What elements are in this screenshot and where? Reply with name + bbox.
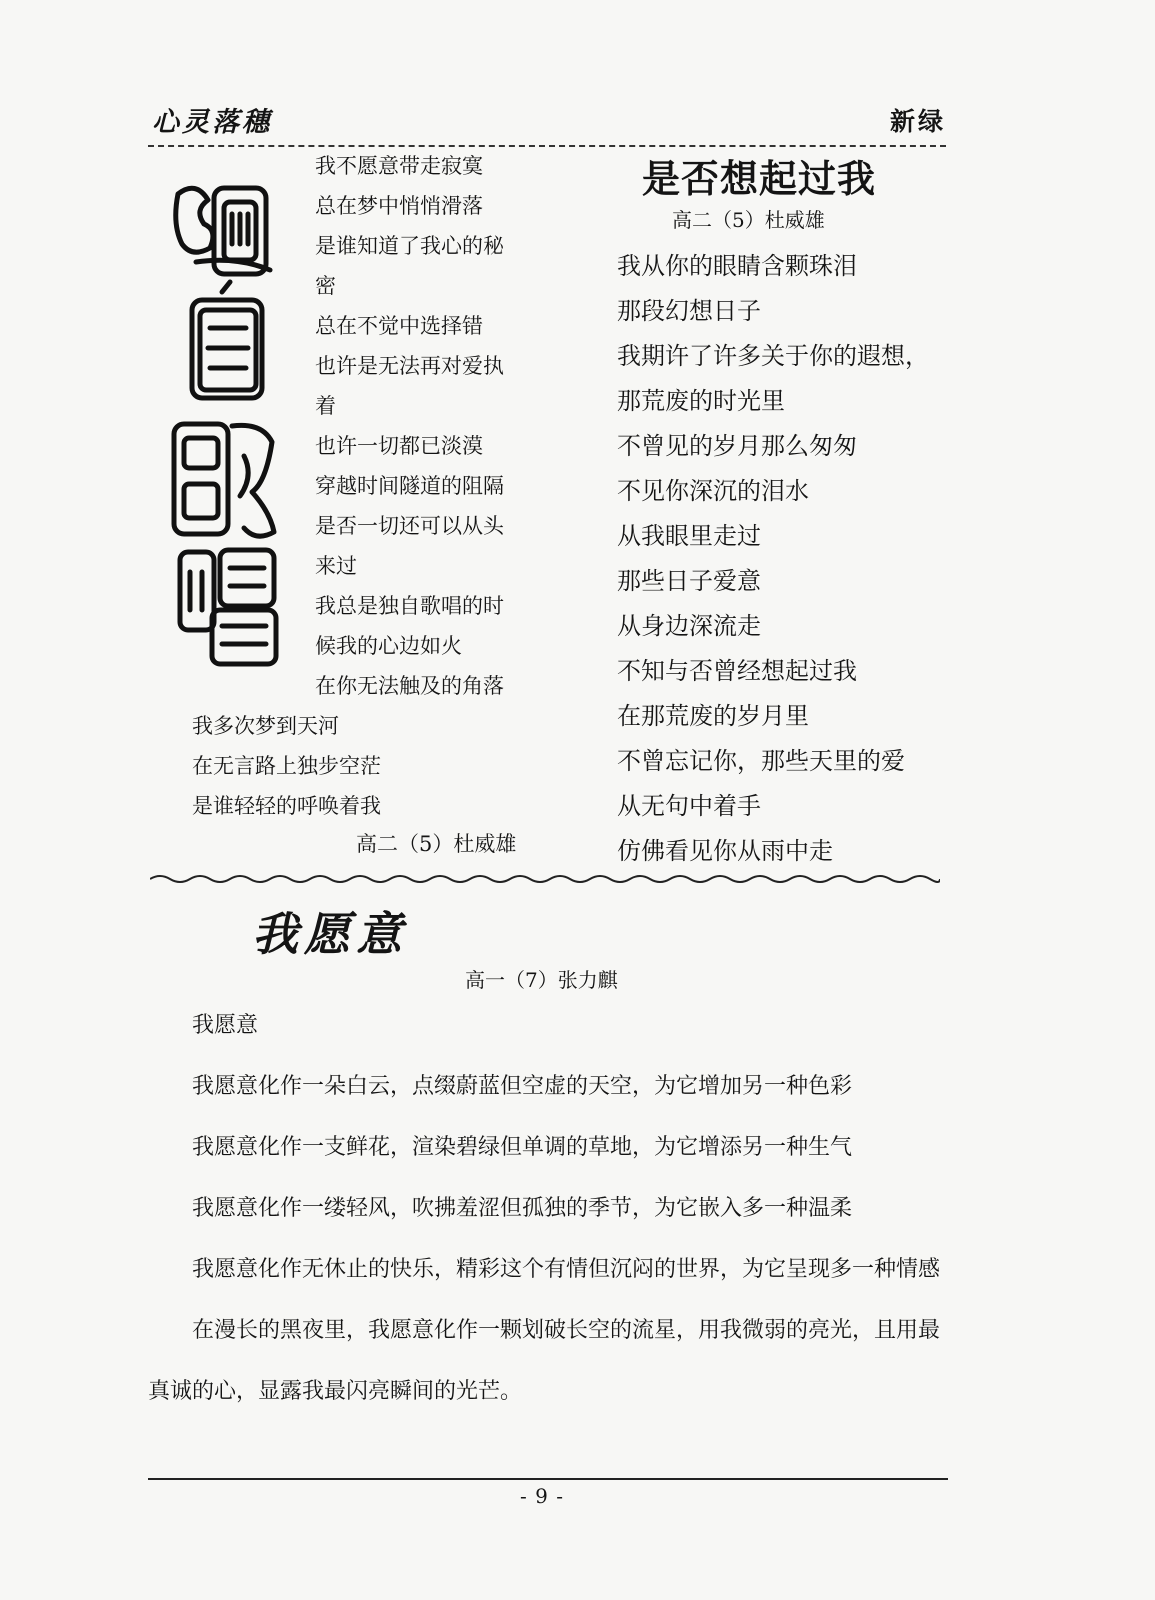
poem-line: 那荒废的时光里 (617, 387, 785, 415)
poem-line: 是谁轻轻的呼唤着我 (192, 794, 381, 818)
essay-paragraph: 我愿意化作无休止的快乐，精彩这个有情但沉闷的世界，为它呈现多一种情感 (192, 1257, 941, 1282)
header-magazine-title: 新绿 (890, 107, 947, 136)
poem-line: 从身边深流走 (617, 612, 761, 640)
left-poem-closing (192, 706, 381, 826)
poem-line: 来过 (315, 554, 357, 578)
left-poem-body (315, 146, 504, 706)
poem-line: 我不愿意带走寂寞 (315, 154, 483, 178)
poem-line: 从无句中着手 (617, 792, 761, 820)
poem-line: 是谁知道了我心的秘 (315, 234, 504, 258)
right-poem-body (617, 244, 929, 874)
essay-paragraph: 我愿意 (192, 1013, 259, 1038)
essay-paragraph: 我愿意化作一朵白云，点缀蔚蓝但空虚的天空，为它增加另一种色彩 (192, 1074, 853, 1099)
right-poem-title: 是否想起过我 (642, 157, 877, 201)
poem-line: 不曾见的岁月那么匆匆 (617, 432, 857, 460)
essay-title: 我愿意 (252, 907, 408, 961)
poem-line: 那段幻想日子 (617, 297, 761, 325)
page-number: - 9 - (520, 1484, 564, 1508)
poem-line: 我从你的眼睛含颗珠泪 (617, 252, 857, 280)
poem-line: 在那荒废的岁月里 (617, 702, 809, 730)
poem-line: 不见你深沉的泪水 (617, 477, 809, 505)
poem-line: 不知与否曾经想起过我 (617, 657, 857, 685)
footer-divider (148, 1478, 948, 1480)
poem-line: 总在不觉中选择错 (315, 314, 483, 338)
essay-paragraph: 我愿意化作一缕轻风，吹拂羞涩但孤独的季节，为它嵌入多一种温柔 (192, 1196, 853, 1221)
poem-line: 也许一切都已淡漠 (315, 434, 483, 458)
wavy-divider (150, 872, 940, 886)
poem-line: 是否一切还可以从头 (315, 514, 504, 538)
poem-line: 从我眼里走过 (617, 522, 761, 550)
right-poem-author: 高二（5）杜威雄 (672, 208, 825, 232)
poem-line: 不曾忘记你，那些天里的爱 (617, 747, 905, 775)
poem-line: 候我的心边如火 (315, 634, 462, 658)
poem-line: 在无言路上独步空茫 (192, 754, 381, 778)
poem-line: 我期许了许多关于你的遐想， (617, 342, 929, 370)
essay-body (148, 995, 948, 1422)
poem-line: 仿佛看见你从雨中走 (617, 837, 833, 865)
left-poem-author: 高二（5）杜威雄 (356, 832, 517, 856)
poem-line: 总在梦中悄悄滑落 (315, 194, 483, 218)
essay-paragraph: 我愿意化作一支鲜花，渲染碧绿但单调的草地，为它增添另一种生气 (192, 1135, 853, 1160)
poem-line: 着 (315, 394, 336, 418)
poem-line: 在你无法触及的角落 (315, 674, 504, 698)
header-column-title: 心灵落穗 (152, 107, 272, 138)
decorative-title-artwork (166, 174, 284, 668)
poem-line: 那些日子爱意 (617, 567, 761, 595)
poem-line: 我总是独自歌唱的时 (315, 594, 504, 618)
essay-paragraph: 在漫长的黑夜里，我愿意化作一颗划破长空的流星，用我微弱的亮光，且用最真诚的心，显露我最闪亮瞬间的光芒。 (148, 1318, 941, 1404)
poem-line: 密 (315, 274, 336, 298)
essay-author: 高一（7）张力麒 (465, 968, 618, 992)
poem-line: 穿越时间隧道的阻隔 (315, 474, 504, 498)
poem-line: 也许是无法再对爱执 (315, 354, 504, 378)
header-divider (148, 145, 946, 147)
poem-line: 我多次梦到天河 (192, 714, 339, 738)
